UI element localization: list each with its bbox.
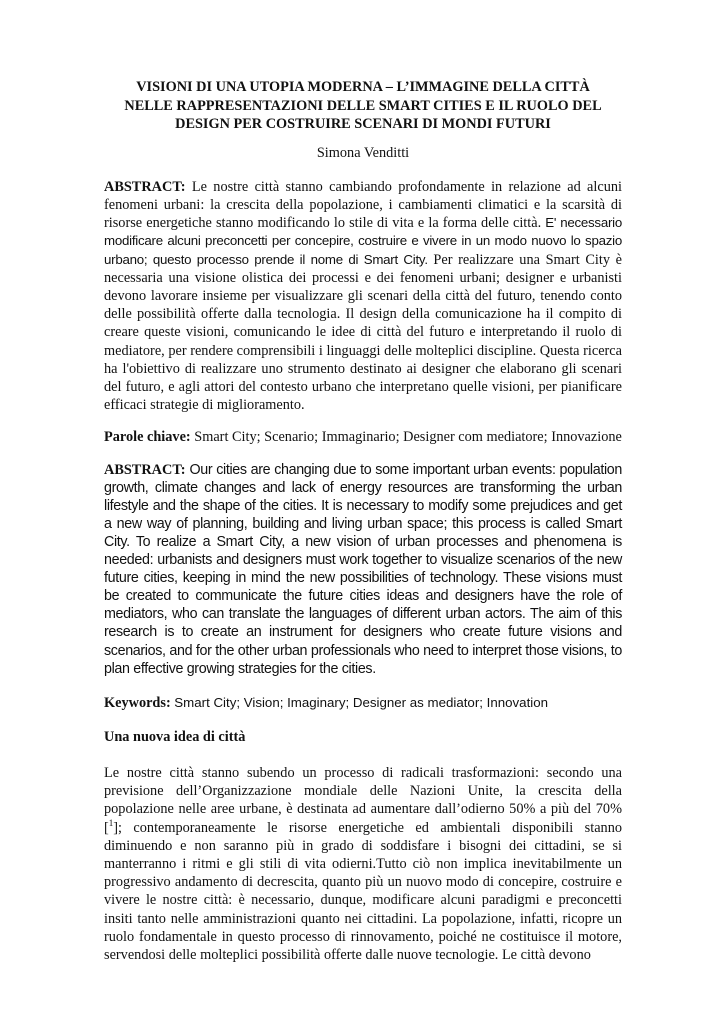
paper-title [104,78,622,134]
abstract-label: ABSTRACT: [104,178,186,195]
citation-number: 1 [108,817,114,828]
keywords-english [104,694,622,712]
body-paragraph [104,764,622,964]
abstract-text: E' necessario modificare alcuni preconcetti per concepire, costruire e vivere in un modo nuovo lo spazio urbano; questo processo prende il nome di Smart City. [104,215,623,267]
abstract-text: Per realizzare una Smart City è necessaria una visione olistica dei processi e dei fenomeni urbani; designer e urbanisti devono lavorare insieme per visualizzare gli scenari della città del futuro, tenendo conto delle possibilità offerte dalla tecnologia. [104,251,622,323]
keywords-text: Smart City; Vision; Imaginary; Designer as mediator; Innovation [174,694,549,710]
abstract-label: ABSTRACT: [104,461,186,478]
keywords-label: Keywords: [104,694,171,711]
title-line: NELLE RAPPRESENTAZIONI DELLE SMART CITIES E IL RUOLO DEL [124,97,602,114]
abstract-english [104,461,622,678]
keywords-label: Parole chiave: [104,429,191,446]
title-line: DESIGN PER COSTRUIRE SCENARI DI MONDI FUTURI [175,116,551,133]
paper-page [104,78,622,964]
abstract-text: Our cities are changing due to some important urban events: population growth, climate changes and lack of energy resources are transforming the urban lifestyle and the shape of the cities. It is necessary to modify some prejudices and get a new way of planning, building and living urban space; this process is called Smart City. To realize a Smart City, a new vision of urban processes and phenomena is needed: urbanists and designers must work together to visualize scenarios of the new future cities, keeping in mind the new possibilities of technology. These visions must be created to communicate the future cities ideas and designers have the role of mediators, who can translate the languages of different urban actors. The aim of this research is to create an instrument for designers who create future visions and scenarios, and for the other urban professionals who need to interpret those visions, to plan effective growing strategies for the cities. [104,461,622,677]
section-heading: Una nuova idea di città [104,728,246,745]
abstract-italian [104,178,622,415]
keywords-italian [104,428,622,446]
body-text: ; contemporaneamente le risorse energetiche ed ambientali disponibili stanno diminuendo e non saranno più in grado di soddisfare i bisogni dei cittadini, se si manterranno i ritmi e gli stili di vita odierni.Tutto ciò non implica inevitabilmente un progressivo andamento di decrescita, quanto più un nuovo modo di concepire, costruire e vivere le nostre città: è necessario, dunque, modificare alcuni paradigmi e preconcetti insiti tanto nelle amministrazioni quanto nei cittadini. La popolazione, infatti, ricopre un ruolo fondamentale in questo processo di rinnovamento, poiché ne costituisce il motore, servendosi delle molteplici possibilità offerte dalle nuove tecnologie. Le città devono [104,819,622,963]
body-text: Le nostre città stanno subendo un processo di radicali trasformazioni: secondo una previsione dell’Organizzazione mondiale delle Nazioni Unite, la crescita della popolazione nelle aree urbane, è destinata ad aumentare dall’odierno 50% a più del 70% [104,764,622,818]
abstract-text: Le nostre città stanno cambiando profondamente in relazione ad alcuni fenomeni urbani: la crescita della popolazione, i cambiamenti climatici e la scarsità di risorse energetiche stanno modificando lo stile di vita e la forma delle città. [104,178,622,232]
title-line: VISIONI DI UNA UTOPIA MODERNA – L’IMMAGINE DELLA CITTÀ [136,79,590,95]
abstract-text: Il design della comunicazione ha il compito di creare queste visioni, comunicando le idee di città del futuro e interpretando il ruolo di mediatore, per rendere comprensibili i linguaggi delle molteplici discipline. Questa ricerca ha l'obiettivo di realizzare uno strumento destinato ai designer che elaborano gli scenari del futuro, e agli attori del contesto urbano che interpretano quelle visioni, per pianificare efficaci strategie di miglioramento. [104,306,622,414]
citation-ref: [$^1$] [104,817,119,836]
author-name: Simona Venditti [316,144,410,161]
keywords-text: Smart City; Scenario; Immaginario; Designer com mediatore; Innovazione [194,429,622,446]
